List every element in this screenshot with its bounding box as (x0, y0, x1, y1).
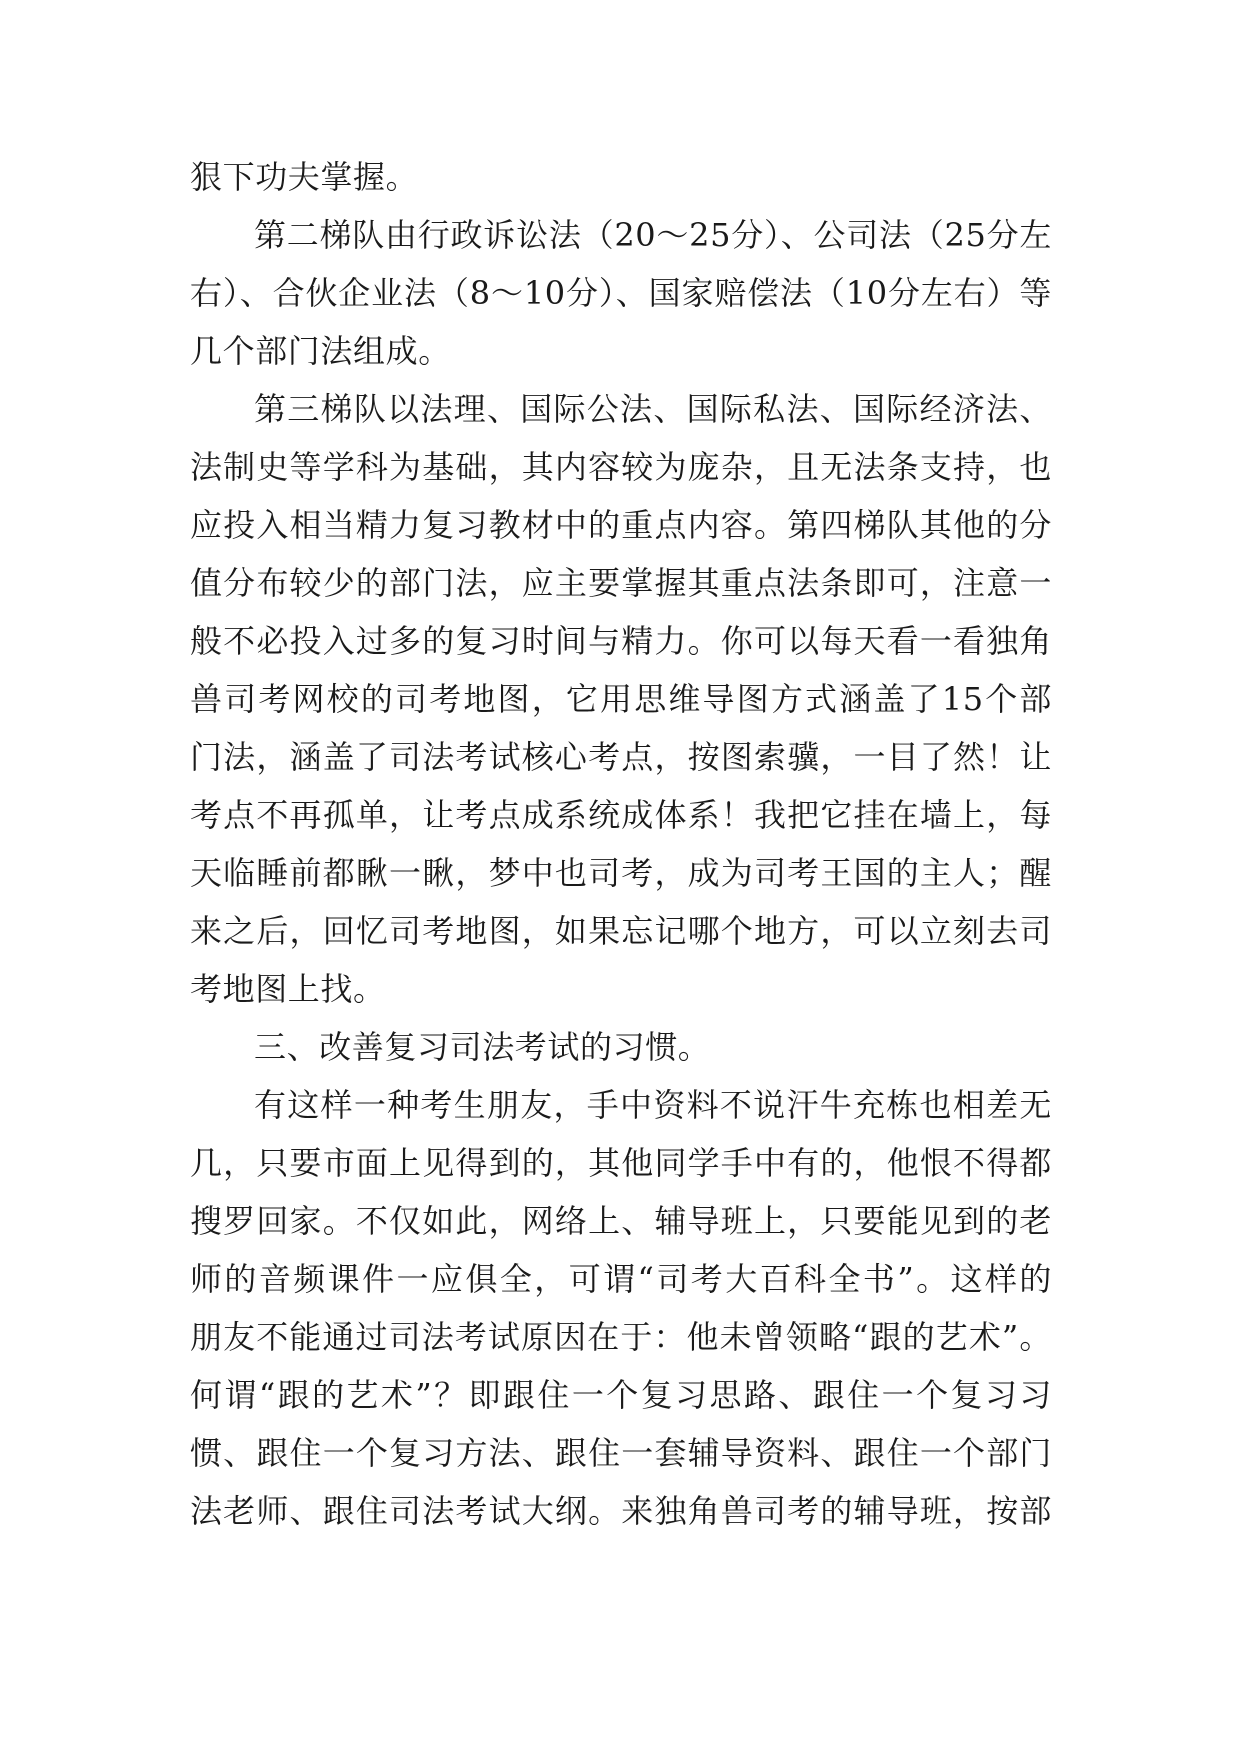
text-line: 般不必投入过多的复习时间与精力。你可以每天看一看独角 (190, 622, 1052, 660)
text-line: 门法，涵盖了司法考试核心考点，按图索骥，一目了然！让 (190, 738, 1052, 776)
text-line: 右）、合伙企业法（8～10分）、国家赔偿法（10分左右）等 (190, 274, 1052, 312)
text-line: 几个部门法组成。 (190, 332, 451, 370)
text-line: 朋友不能通过司法考试原因在于：他未曾领略“跟的艺术”。 (190, 1318, 1052, 1356)
text-line: 搜罗回家。不仅如此，网络上、辅导班上，只要能见到的老 (190, 1202, 1052, 1240)
text-line: 考地图上找。 (190, 970, 386, 1008)
text-line: 师的音频课件一应俱全，可谓“司考大百科全书”。这样的 (190, 1260, 1052, 1298)
text-line: 何谓“跟的艺术”？即跟住一个复习思路、跟住一个复习习 (190, 1376, 1052, 1414)
section-heading: 三、改善复习司法考试的习惯。 (254, 1028, 711, 1066)
text-line: 应投入相当精力复习教材中的重点内容。第四梯队其他的分 (190, 506, 1052, 544)
text-line: 第三梯队以法理、国际公法、国际私法、国际经济法、 (254, 390, 1052, 428)
text-line: 考点不再孤单，让考点成系统成体系！我把它挂在墙上，每 (190, 796, 1052, 834)
text-line: 值分布较少的部门法，应主要掌握其重点法条即可，注意一 (190, 564, 1052, 602)
text-line: 几，只要市面上见得到的，其他同学手中有的，他恨不得都 (190, 1144, 1052, 1182)
text-line: 惯、跟住一个复习方法、跟住一套辅导资料、跟住一个部门 (190, 1434, 1052, 1472)
text-line: 来之后，回忆司考地图，如果忘记哪个地方，可以立刻去司 (190, 912, 1052, 950)
text-line: 第二梯队由行政诉讼法（20～25分）、公司法（25分左 (254, 216, 1052, 254)
text-line: 兽司考网校的司考地图，它用思维导图方式涵盖了15个部 (190, 680, 1052, 718)
body-text (190, 148, 1052, 1540)
text-line: 天临睡前都瞅一瞅，梦中也司考，成为司考王国的主人；醒 (190, 854, 1052, 892)
text-line: 法老师、跟住司法考试大纲。来独角兽司考的辅导班，按部 (190, 1492, 1052, 1530)
text-line: 法制史等学科为基础，其内容较为庞杂，且无法条支持，也 (190, 448, 1052, 486)
text-line: 有这样一种考生朋友，手中资料不说汗牛充栋也相差无 (254, 1086, 1052, 1124)
text-line: 狠下功夫掌握。 (190, 158, 419, 196)
